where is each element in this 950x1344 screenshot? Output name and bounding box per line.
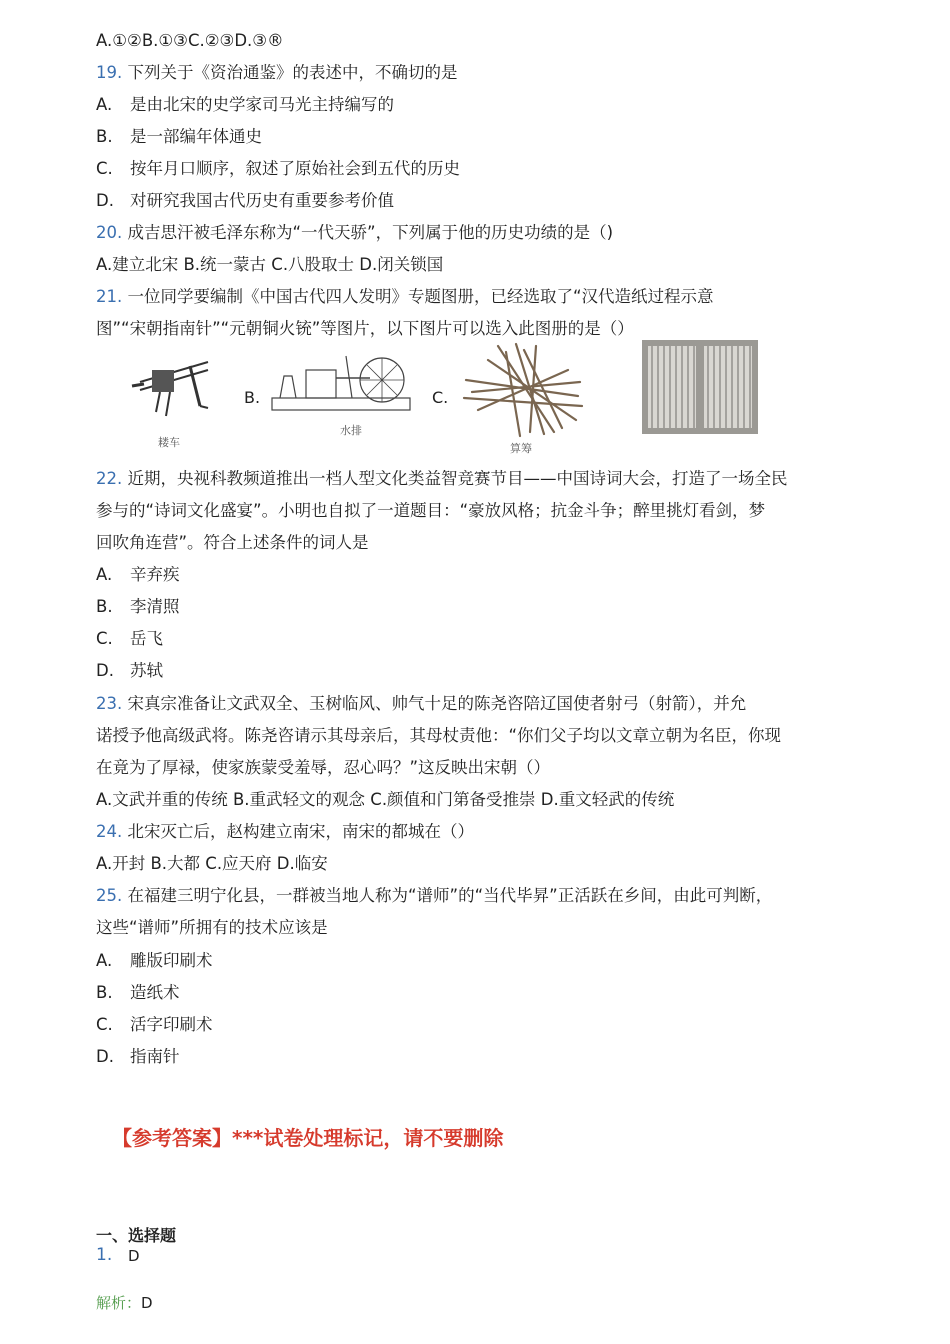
option-letter: B.: [96, 983, 113, 1002]
water-bellows-figure: [270, 346, 420, 446]
option-text: 活字印刷术: [130, 1015, 213, 1034]
option-text: 岳飞: [130, 629, 163, 648]
question-number: 23.: [96, 694, 123, 713]
q25-option-c: [96, 1014, 213, 1036]
seed-drill-figure: [130, 342, 220, 452]
q18-options: A.①②B.①③C.②③D.③®: [96, 31, 284, 50]
question-stem: 成吉思汗被毛泽东称为“一代天骄”，下列属于他的历史功绩的是（): [127, 223, 614, 242]
question-number: 25.: [96, 886, 123, 905]
option-letter: D.: [96, 661, 114, 680]
question-stem: 下列关于《资治通鉴》的表述中，不确切的是: [127, 63, 458, 82]
option-text: 对研究我国古代历史有重要参考价值: [130, 191, 394, 210]
option-text: 按年月口顺序，叙述了原始社会到五代的历史: [130, 159, 460, 178]
option-letter: D.: [96, 191, 114, 210]
q25-option-b: [96, 982, 180, 1004]
q19-option-c: [96, 158, 460, 180]
printed-text-block-figure: [642, 340, 758, 434]
q22-option-d: [96, 660, 163, 682]
option-text: 造纸术: [130, 983, 180, 1002]
water-bellows-image: [270, 346, 420, 416]
option-letter: D.: [96, 1047, 114, 1066]
option-letter: C.: [96, 629, 113, 648]
answer-key-heading: 【参考答案】***试卷处理标记，请不要删除: [112, 1126, 504, 1150]
q24-options: A.开封 B.大都 C.应天府 D.临安: [96, 854, 328, 873]
counting-rods-image: [458, 340, 588, 440]
q20-options: A.建立北宋 B.统一蒙古 C.八股取士 D.闭关锁国: [96, 255, 444, 274]
question-22: [96, 468, 788, 490]
answer-number: 1.: [96, 1245, 113, 1265]
question-number: 24.: [96, 822, 123, 841]
figure-caption: 耧车: [158, 436, 180, 449]
question-stem: 在福建三明宁化县，一群被当地人称为“谱师”的“当代毕昇”正活跃在乡间，由此可判断，: [127, 886, 773, 905]
q25-option-a: [96, 950, 213, 972]
figure-b-letter: B.: [244, 388, 261, 407]
option-text: 是一部编年体通史: [130, 127, 262, 146]
option-letter: A.: [96, 951, 113, 970]
q22-option-b: [96, 596, 180, 618]
question-19: [96, 62, 458, 84]
q23-stem-continued: 在竟为了厚禄，使家族蒙受羞辱，忍心吗？”这反映出宋朝（）: [96, 758, 551, 777]
option-letter: B.: [96, 127, 113, 146]
answer-value: D: [128, 1247, 140, 1265]
analysis-label: 解析：: [96, 1294, 142, 1312]
question-24: [96, 821, 474, 843]
printed-text-block-image: [642, 340, 758, 434]
option-letter: A.: [96, 95, 113, 114]
question-stem: 北宋灭亡后，赵构建立南宋，南宋的都城在（）: [127, 822, 474, 841]
figure-caption: 算筹: [510, 442, 532, 455]
question-20: [96, 222, 613, 244]
question-number: 20.: [96, 223, 123, 242]
q22-stem-continued: 参与的“诗词文化盛宴”。小明也自拟了一道题目：“豪放风格；抗金斗争；醉里挑灯看剑，梦: [96, 501, 766, 520]
option-text: 苏轼: [130, 661, 163, 680]
q25-stem-continued: 这些“谱师”所拥有的技术应该是: [96, 918, 328, 937]
question-25: [96, 885, 772, 907]
question-23: [96, 693, 746, 715]
option-text: 辛弃疾: [130, 565, 180, 584]
option-text: 是由北宋的史学家司马光主持编写的: [130, 95, 394, 114]
question-stem: 近期，央视科教频道推出一档人型文化类益智竞赛节目——中国诗词大会，打造了一场全民: [127, 469, 788, 488]
figure-caption: 水排: [340, 424, 362, 437]
option-text: 李清照: [130, 597, 180, 616]
option-text: 雕版印刷术: [130, 951, 213, 970]
q19-option-d: [96, 190, 394, 212]
q23-options: A.文武并重的传统 B.重武轻文的观念 C.颜值和门第备受推崇 D.重文轻武的传统: [96, 790, 675, 809]
option-letter: C.: [96, 159, 113, 178]
q19-option-b: [96, 126, 262, 148]
analysis-line: [96, 1292, 153, 1313]
analysis-value: D: [141, 1294, 153, 1312]
option-text: 指南针: [130, 1047, 180, 1066]
question-stem: 一位同学要编制《中国古代四人发明》专题图册，已经选取了“汉代造纸过程示意: [127, 287, 714, 306]
q22-stem-continued: 回吹角连营”。符合上述条件的词人是: [96, 533, 369, 552]
seed-drill-image: [130, 342, 220, 432]
figure-c-letter: C.: [432, 388, 449, 407]
question-number: 19.: [96, 63, 123, 82]
q19-option-a: [96, 94, 394, 116]
q25-option-d: [96, 1046, 180, 1068]
q21-stem-continued: 图”“宋朝指南针”“元朝铜火铳”等图片，以下图片可以选入此图册的是（）: [96, 319, 634, 338]
question-21: [96, 286, 714, 308]
option-letter: A.: [96, 565, 113, 584]
question-number: 21.: [96, 287, 123, 306]
option-letter: B.: [96, 597, 113, 616]
q22-option-a: [96, 564, 180, 586]
counting-rods-figure: [458, 340, 588, 456]
q22-option-c: [96, 628, 163, 650]
question-stem: 宋真宗准备让文武双全、玉树临风、帅气十足的陈尧咨陪辽国使者射弓（射箭），并允: [127, 694, 747, 713]
question-number: 22.: [96, 469, 123, 488]
option-letter: C.: [96, 1015, 113, 1034]
q23-stem-continued: 诺授予他高级武将。陈尧咨请示其母亲后，其母杖责他：“你们父子均以文章立朝为名臣，你现: [96, 726, 782, 745]
section-heading: 一、选择题: [96, 1226, 177, 1245]
